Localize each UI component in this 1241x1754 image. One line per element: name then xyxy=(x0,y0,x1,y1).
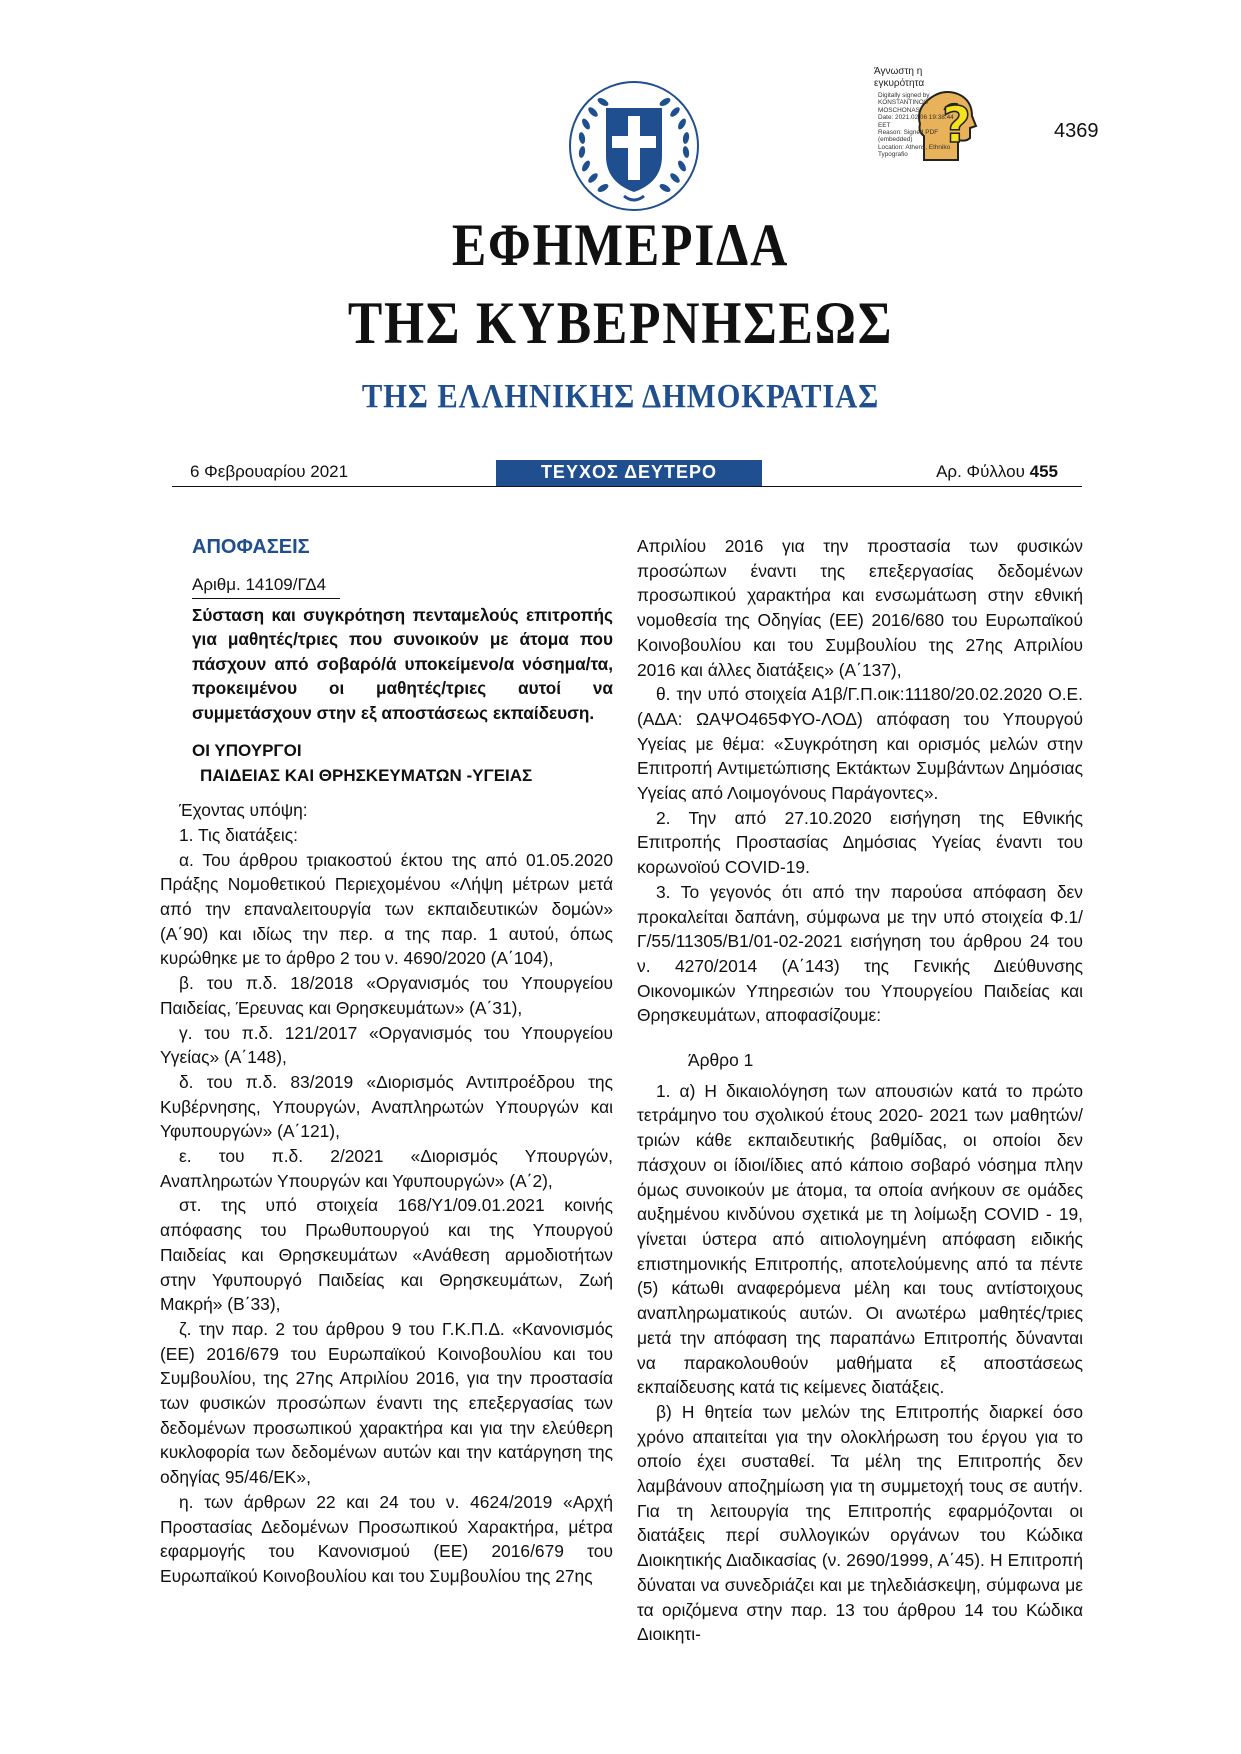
paragraph: η. των άρθρων 22 και 24 του ν. 4624/2019 «Αρχή Προστασίας Δεδομένων Προσωπικού Χαρακτήρα, μέτρα εφαρμογής του Κανονισμού (ΕΕ) 2016/679 του Ευρωπαϊκού Κοινοβουλίου και του Συμβουλίου της 27ης xyxy=(160,1491,613,1586)
decision-title: Σύσταση και συγκρότηση πενταμελούς επιτροπής για μαθητές/τριες που συνοικούν με άτομα που πάσχουν από σοβαρό/ά υποκείμενο/α νόσημα/τα, προκειμένου οι μαθητές/τριες αυτοί να συμμετάσχουν στην εξ αποστάσεως εκπαίδευση. xyxy=(192,604,613,723)
paragraph: θ. την υπό στοιχεία Α1β/Γ.Π.οικ:11180/20.02.2020 Ο.Ε. (ΑΔΑ: ΩΑΨΟ465ΦΥΟ-ΛΟΔ) απόφαση του Υπουργού Υγείας με θέμα: «Συγκρότηση και ορισμός μελών στην Επιτροπή Αντιμετώπισης Εκτάκτων Συμβάντων Δημόσιας Υγείας από Λοιμογόνους Παράγοντες». xyxy=(637,684,1083,804)
page-number: 4369 xyxy=(1054,120,1099,142)
paragraph: Απριλίου 2016 για την προστασία των φυσικών προσώπων έναντι της επεξεργασίας δεδομένων προσωπικού χαρακτήρα και ενσωμάτωση στην εθνική νομοθεσία της Οδηγίας (ΕΕ) 2016/680 του Ευρωπαϊκού Κοινοβουλίου και του Συμβουλίου της 27ης Απριλίου 2016 και άλλες διατάξεις» (Α΄137), xyxy=(637,536,1083,680)
paragraph: β) Η θητεία των μελών της Επιτροπής διαρκεί όσο χρόνο απαιτείται για την ολοκλήρωση του έργου για το οποίο έχει συσταθεί. Τα μέλη της Επιτροπής δεν λαμβάνουν αποζημίωση για τη συμμετοχή τους σε αυτήν. Για τη λειτουργία της Επιτροπής εφαρμόζονται οι διατάξεις περί συλλογικών οργάνων του Κώδικα Διοικητικής Διαδικασίας (ν. 2690/1999, Α΄45). Η Επιτροπή δύναται να συνεδριάζει και με τηλεδιάσκεψη, σύμφωνα με τα οριζόμενα στην παρ. 13 του άρθρου 14 του Κώδικα Διοικητι- xyxy=(637,1401,1083,1645)
paragraph: 1. Τις διατάξεις: xyxy=(179,824,298,845)
issue-info-bar xyxy=(172,460,1082,487)
digital-signature[interactable] xyxy=(874,66,984,166)
gazette-subtitle: ΤΗΣ ΕΛΛΗΝΙΚΗΣ ΔΗΜΟΚΡΑΤΙΑΣ xyxy=(361,378,880,415)
decision-number: Αριθμ. 14109/ΓΔ4 xyxy=(192,573,340,599)
paragraph: γ. του π.δ. 121/2017 «Οργανισμός του Υπουργείου Υγείας» (Α΄148), xyxy=(160,1022,613,1068)
section-heading: ΑΠΟΦΑΣΕΙΣ xyxy=(192,536,310,558)
issue-date: 6 Φεβρουαρίου 2021 xyxy=(190,462,349,481)
svg-text:?: ? xyxy=(942,96,972,154)
gazette-title-line2: ΤΗΣ ΚΥΒΕΡΝΗΣΕΩΣ xyxy=(347,290,894,356)
article-heading: Άρθρο 1 xyxy=(688,1050,754,1071)
greek-coat-of-arms-icon xyxy=(566,78,702,214)
signature-details: Digitally signed by KONSTANTINOS MOSCHONAS Date: 2021.02.06 19:38:44 EET Reason: Signed PDF (embedded) Location: Athens, Ethniko Typografio xyxy=(878,92,954,159)
paragraph: ε. του π.δ. 2/2021 «Διορισμός Υπουργών, Αναπληρωτών Υπουργών και Υφυπουργών» (Α΄2), xyxy=(160,1146,613,1191)
paragraph: στ. της υπό στοιχεία 168/Υ1/09.01.2021 κοινής απόφασης του Πρωθυπουργού και της Υπουργού Παιδείας και Θρησκευμάτων «Ανάθεση αρμοδιοτήτων στην Υφυπουργό Παιδείας και Θρησκευμάτων, Ζωή Μακρή» (Β΄33), xyxy=(160,1195,613,1315)
paragraph: β. του π.δ. 18/2018 «Οργανισμός του Υπουργείου Παιδείας, Έρευνας και Θρησκευμάτων» (Α΄31), xyxy=(160,973,613,1018)
signature-validity-label: Άγνωστη η εγκυρότητα xyxy=(874,66,925,89)
gazette-title-line1: ΕΦΗΜΕΡΙΔΑ xyxy=(451,212,790,278)
sheet-number: Αρ. Φύλλου 455 xyxy=(936,462,1058,481)
right-column xyxy=(637,534,1083,1647)
paragraph: 1. α) Η δικαιολόγηση των απουσιών κατά το πρώτο τετράμηνο του σχολικού έτους 2020- 2021 των μαθητών/τριών κάθε εκπαιδευτικής βαθμίδας, οι οποίοι δεν πάσχουν οι ίδιοι/ίδιες από κάποιο σοβαρό νόσημα πλην όμως συνοικούν με άτομα, τα οποία ανήκουν σε ομάδες αυξημένου κινδύνου σχετικά με τη λοίμωξη COVID - 19, γίνεται ύστερα από αιτιολογημένη απόφαση ειδικής επιστημονικής Επιτροπής, αποτελούμενης από τα πέντε (5) κάτωθι αναφερόμενα μέλη και τους αντίστοιχους αναπληρωματικούς αυτών. Οι ανωτέρω μαθητές/τριες μετά την απόφαση της παραπάνω Επιτροπής δύνανται να παρακολουθούν μαθήματα εξ αποστάσεως εκπαίδευσης κατά τις κείμενες διατάξεις. xyxy=(637,1080,1083,1398)
paragraph: α. Του άρθρου τριακοστού έκτου της από 01.05.2020 Πράξης Νομοθετικού Περιεχομένου «Λήψη μέτρων μετά από την επαναλειτουργία των εκπαιδευτικών δομών» (Α΄90) και ιδίως την περ. α της παρ. 1 αυτού, όπως κυρώθηκε με το άρθρο 2 του ν. 4690/2020 (Α΄104), xyxy=(160,849,613,969)
ministers-heading: ΟΙ ΥΠΟΥΡΓΟΙ ΠΑΙΔΕΙΑΣ ΚΑΙ ΘΡΗΣΚΕΥΜΑΤΩΝ -ΥΓΕΙΑΣ xyxy=(192,741,533,785)
left-column xyxy=(160,534,613,1589)
issue-type: ΤΕΥΧΟΣ ΔΕΥΤΕΡΟ xyxy=(496,460,762,486)
paragraph: Έχοντας υπόψη: xyxy=(179,800,308,821)
paragraph: δ. του π.δ. 83/2019 «Διορισμός Αντιπροέδρου της Κυβέρνησης, Υπουργών, Αναπληρωτών Υπουργών και Υφυπουργών» (Α΄121), xyxy=(160,1071,613,1142)
paragraph: ζ. την παρ. 2 του άρθρου 9 του Γ.Κ.Π.Δ. «Κανονισμός (ΕΕ) 2016/679 του Ευρωπαϊκού Κοινοβουλίου και του Συμβουλίου, της 27ης Απριλίου 2016, για την προστασία των φυσικών προσώπων έναντι της επεξεργασίας των δεδομένων προσωπικού χαρακτήρα και για την ελεύθερη κυκλοφορία των δεδομένων αυτών και την κατάργηση της οδηγίας 95/46/ΕΚ», xyxy=(160,1318,613,1488)
paragraph: 3. Το γεγονός ότι από την παρούσα απόφαση δεν προκαλείται δαπάνη, σύμφωνα με την υπό στοιχεία Φ.1/Γ/55/11305/Β1/01-02-2021 εισήγηση του άρθρου 24 του ν. 4270/2014 (Α΄143) της Γενικής Διεύθυνσης Οικονομικών Υπηρεσιών του Υπουργείου Παιδείας και Θρησκευμάτων, αποφασίζουμε: xyxy=(637,881,1083,1026)
paragraph: 2. Την από 27.10.2020 εισήγηση της Εθνικής Επιτροπής Προστασίας Δημόσιας Υγείας έναντι του κορωνοϊού COVID-19. xyxy=(637,807,1083,878)
